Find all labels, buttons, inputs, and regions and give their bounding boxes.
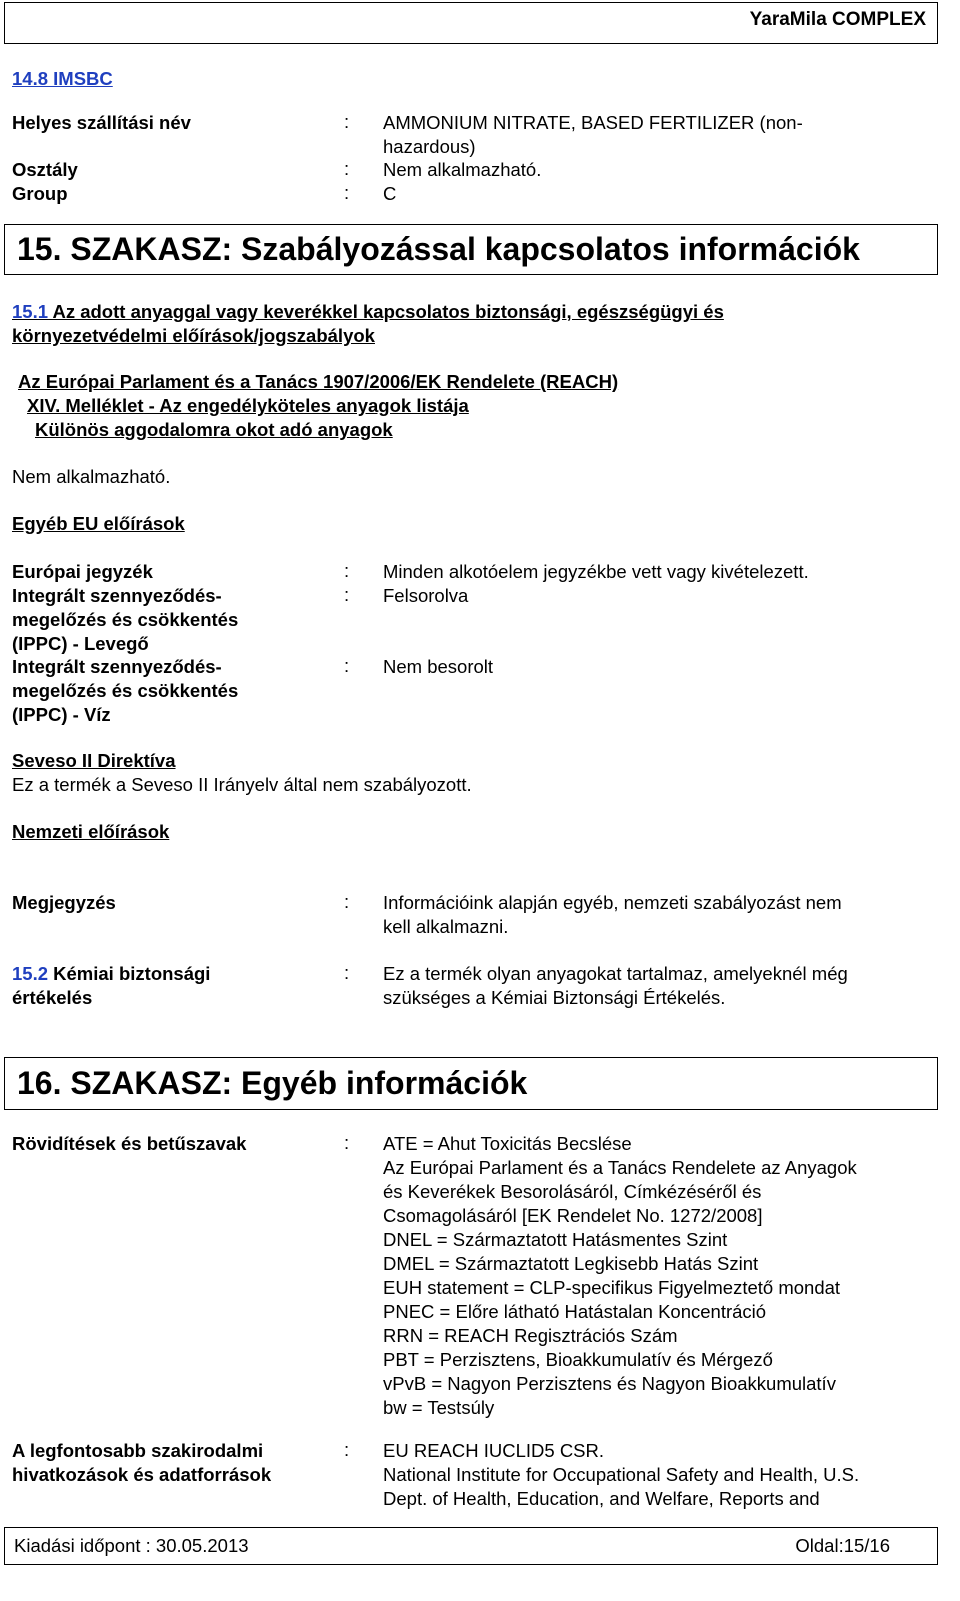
value-note: Információink alapján egyéb, nemzeti szabályozást nem kell alkalmazni. <box>383 892 842 937</box>
reach-svhc: Különös aggodalomra okot adó anyagok <box>35 419 393 440</box>
section-15-title: 15. SZAKASZ: Szabályozással kapcsolatos információk <box>17 231 860 267</box>
label-ippc-water: Integrált szennyeződés- megelőzés és csökkentés (IPPC) - Víz <box>12 656 239 725</box>
national-heading: Nemzeti előírások <box>12 821 170 842</box>
colon: : <box>344 560 350 581</box>
colon: : <box>344 584 350 605</box>
label-note: Megjegyzés <box>12 892 116 913</box>
not-applicable-text: Nem alkalmazható. <box>12 466 171 487</box>
colon: : <box>344 655 350 676</box>
seveso-heading: Seveso II Direktíva <box>12 750 176 771</box>
reach-annex-xiv: XIV. Melléklet - Az engedélyköteles anyagok listája <box>27 395 469 416</box>
issue-date: Kiadási időpont : 30.05.2013 <box>14 1535 249 1556</box>
value-abbreviations: ATE = Ahut Toxicitás Becslése Az Európai Parlament és a Tanács Rendelete az Anyagok és Keverékek Besorolásáról, Címkézéséről és Csomagolásáról [EK Rendelet No. 1272/2008] DNEL = Származtatott Hatásmentes Szint DMEL = Származtatott Legkisebb Hatás Szint EUH statement = CLP-specifikus Figyelmeztető mondat PNEC = Előre látható Hatástalan Koncentráció RRN = REACH Regisztrációs Szám PBT = Perzisztens, Bioakkumulatív és Mérgező vPvB = Nagyon Perzisztens és Nagyon Bioakkumulatív bw = Testsúly <box>383 1133 857 1418</box>
colon: : <box>344 111 350 132</box>
label-ippc-air: Integrált szennyeződés- megelőzés és csökkentés (IPPC) - Levegő <box>12 585 239 654</box>
colon: : <box>344 158 350 179</box>
section-14-8-title: 14.8 IMSBC <box>12 68 113 89</box>
seveso-text: Ez a termék a Seveso II Irányelv által nem szabályozott. <box>12 774 472 795</box>
label-references: A legfontosabb szakirodalmi hivatkozások és adatforrások <box>12 1440 272 1485</box>
label-european-inventory: Európai jegyzék <box>12 561 153 582</box>
subsection-15-1-title: 15.1 Az adott anyaggal vagy keverékkel kapcsolatos biztonsági, egészségügyi és környezetvédelmi előírások/jogszabályok <box>12 301 724 346</box>
label-group: Group <box>12 183 68 204</box>
value-shipping-name: AMMONIUM NITRATE, BASED FERTILIZER (non- hazardous) <box>383 112 803 157</box>
label-shipping-name: Helyes szállítási név <box>12 112 191 133</box>
value-european-inventory: Minden alkotóelem jegyzékbe vett vagy kivételezett. <box>383 561 809 582</box>
reach-heading: Az Európai Parlament és a Tanács 1907/2006/EK Rendelete (REACH) <box>18 371 619 392</box>
colon: : <box>344 182 350 203</box>
colon: : <box>344 1439 350 1460</box>
label-class: Osztály <box>12 159 78 180</box>
value-ippc-water: Nem besorolt <box>383 656 494 677</box>
product-name: YaraMila COMPLEX <box>749 9 926 30</box>
label-abbreviations: Rövidítések és betűszavak <box>12 1133 247 1154</box>
section-16-title: 16. SZAKASZ: Egyéb információk <box>17 1065 528 1101</box>
subsection-15-1-number: 15.1 <box>12 301 49 322</box>
value-group: C <box>383 183 397 204</box>
value-class: Nem alkalmazható. <box>383 159 542 180</box>
page-number: Oldal:15/16 <box>795 1535 890 1556</box>
subsection-15-2-number: 15.2 <box>12 963 49 984</box>
value-ippc-air: Felsorolva <box>383 585 469 606</box>
value-chemical-safety: Ez a termék olyan anyagokat tartalmaz, amelyeknél még szükséges a Kémiai Biztonsági Értékelés. <box>383 963 848 1008</box>
subsection-15-2-label: 15.2 Kémiai biztonsági értékelés <box>12 963 211 1008</box>
value-references: EU REACH IUCLID5 CSR. National Institute for Occupational Safety and Health, U.S. Dept. of Health, Education, and Welfare, Reports and <box>383 1440 860 1509</box>
colon: : <box>344 962 350 983</box>
other-eu-heading: Egyéb EU előírások <box>12 513 185 534</box>
colon: : <box>344 1132 350 1153</box>
colon: : <box>344 891 350 912</box>
